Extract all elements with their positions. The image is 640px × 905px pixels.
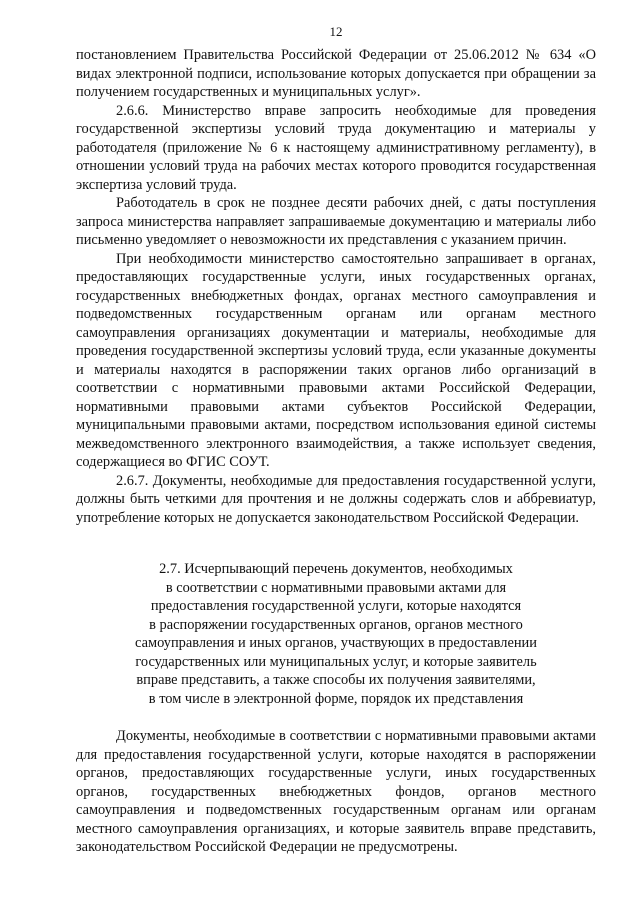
paragraph-employer-deadline: Работодатель в срок не позднее десяти рабочих дней, с даты поступления запроса министерства направляет запрашиваемые документацию и материалы либо письменно уведомляет о невозможности их представления с указанием причин.	[76, 195, 596, 248]
section-2-7-body	[76, 727, 596, 857]
paragraph-2-6-7: 2.6.7. Документы, необходимые для предоставления государственной услуги, должны быть четкими для прочтения и не должны содержать слов и аббревиатур, употребление которых не допускается законодательством Российской Федерации.	[76, 472, 596, 526]
section-heading-line: 2.7. Исчерпывающий перечень документов, необходимых	[159, 561, 513, 577]
body-text	[76, 46, 596, 527]
page-number: 12	[329, 24, 343, 39]
paragraph-continuation: постановлением Правительства Российской Федерации от 25.06.2012 № 634 «О видах электронной подписи, использование которых допускается при обращении за получением государственных и муниципальных услуг».	[76, 47, 596, 100]
paragraph-documents-not-provided: Документы, необходимые в соответствии с нормативными правовыми актами для предоставления государственной услуги, которые находятся в распоряжении органов, предоставляющих государственные услуги, иных государственных органов, государственных внебюджетных фондов, органов местного самоуправления и подведомственных государственным органам или органам местного самоуправления организациях, и которые заявитель вправе представить, законодательством Российской Федерации не предусмотрены.	[76, 728, 596, 855]
section-heading-line: самоуправления и иных органов, участвующих в предоставлении	[135, 635, 537, 651]
section-heading-line: вправе представить, а также способы их получения заявителями,	[136, 672, 536, 688]
section-heading-line: в том числе в электронной форме, порядок их представления	[148, 690, 524, 707]
paragraph-2-6-6: 2.6.6. Министерство вправе запросить необходимые для проведения государственной экспертизы условий труда документацию и материалы у работодателя (приложение № 6 к настоящему административному регламенту), в отношении условий труда на рабочих местах которого проводится государственная экспертиза условий труда.	[76, 102, 596, 193]
section-heading-line: государственных или муниципальных услуг, и которые заявитель	[135, 653, 537, 670]
section-heading-line: в соответствии с нормативными правовыми актами для	[165, 579, 507, 596]
section-heading-line: предоставления государственной услуги, которые находятся	[150, 598, 522, 614]
paragraph-ministry-requests: При необходимости министерство самостоятельно запрашивает в органах, предоставляющих государственные услуги, иных государственных органах, государственных внебюджетных фондах, органах местного самоуправления и подведомственных государственным органам или органам местного самоуправления организациях документации и материалы, необходимые для проведения государственной экспертизы условий труда, если указанные документы и материалы находятся в распоряжении таких органов либо организаций в соответствии с нормативными правовыми актами Российской Федерации, нормативными правовыми актами субъектов Российской Федерации, муниципальными правовыми актами, посредством использования единой системы межведомственного электронного взаимодействия, а также использует сведения, содержащиеся во ФГИС СОУТ.	[76, 250, 596, 470]
section-heading-2-7	[96, 560, 576, 708]
section-heading-line: в распоряжении государственных органов, органов местного	[149, 616, 523, 633]
document-page	[76, 0, 596, 905]
